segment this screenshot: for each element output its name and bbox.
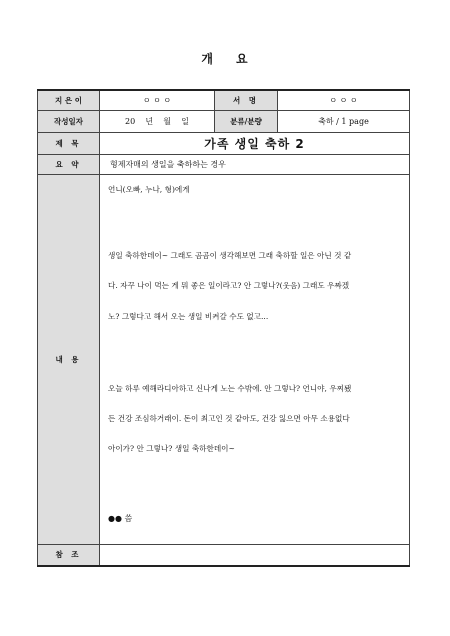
content-label: 내 용 [38,174,100,544]
signature-line: ●● 씀 [108,513,133,523]
summary-label: 요 약 [38,154,100,174]
overview-form [37,89,410,567]
reference-row [38,544,410,566]
content-line: 다. 자꾸 나이 먹는 게 뭐 좋은 일이라고? 안 그렇나?(웃음) 그래도 우짜겠 [108,280,350,290]
author-row [38,90,410,110]
page-title-part-1: 개 [201,52,214,66]
content-line: 든 건강 조심하거래이. 돈이 최고인 것 같아도, 건강 잃으면 아무 소용없다 [108,413,350,423]
summary-value: 형제자매의 생일을 축하하는 경우 [100,154,410,174]
reference-label: 참 조 [38,544,100,566]
sign-label: 서 명 [215,90,278,110]
date-label: 작성일자 [38,110,100,132]
content-line: 오늘 하루 예해라디아하고 신나게 노는 수밖에. 안 그렇나? 언니야, 우찌됐 [108,383,352,393]
date-value: 20 년 월 일 [100,110,215,132]
content-line: 언니(오빠, 누나, 형)에게 [108,184,190,194]
content-line: 아이가? 안 그렇나? 생일 축하한데이~ [108,443,235,453]
subject-row [38,132,410,154]
content-line: 생일 축하한데이~ 그래도 곰곰이 생각해보면 그래 축하할 일은 아닌 것 같 [108,250,352,260]
summary-row [38,154,410,174]
content-row [38,174,410,544]
page-title-part-2: 요 [236,52,249,66]
page-title [0,50,450,67]
author-value: ㅇ ㅇ ㅇ [100,90,215,110]
reference-value [100,544,410,566]
date-row [38,110,410,132]
content-line: 노? 그렇다고 해서 오는 생일 비켜갈 수도 없고... [108,311,269,321]
category-label: 분류/분량 [215,110,278,132]
content-body [100,174,410,544]
subject-value: 가족 생일 축하 2 [100,132,410,154]
sign-value: ㅇ ㅇ ㅇ [278,90,410,110]
author-label: 지 은 이 [38,90,100,110]
subject-label: 제 목 [38,132,100,154]
category-value: 축하 / 1 page [278,110,410,132]
